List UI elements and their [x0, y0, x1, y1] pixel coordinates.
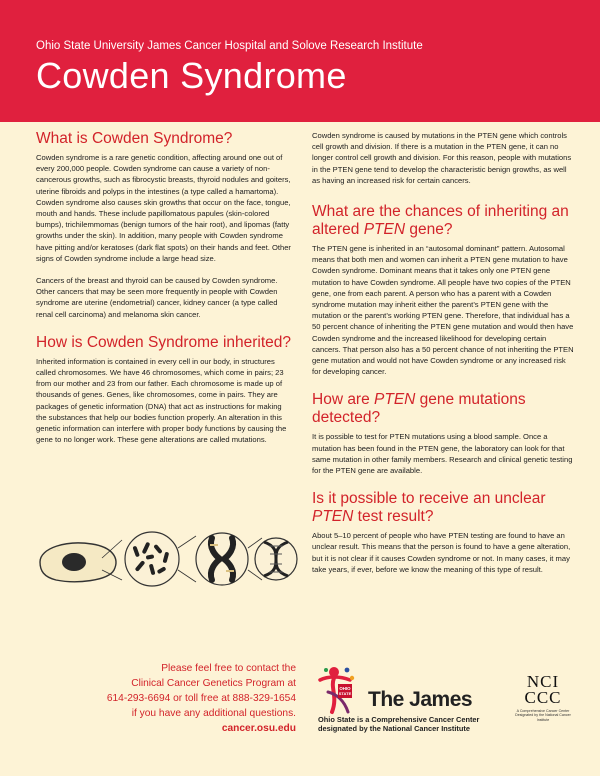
nci-mark: NCI: [526, 672, 560, 691]
right-column: [312, 130, 574, 575]
chromosome-icon: [196, 533, 248, 585]
dna-helix-icon: [255, 538, 297, 580]
heading-what-is: What is Cowden Syndrome?: [36, 130, 233, 147]
cause-paragraph: Cowden syndrome is caused by mutations in the PTEN gene which controls cell growth and division. If there is a mutation in the PTEN gene, it can no longer control cell growth and division. For this reason, people with mutations in the PTEN gene tend to develop the characteristic benign growths, as well as having an increased risk for certain cancers.: [312, 131, 572, 185]
nci-caption: A Comprehensive Cancer Center Designated by the National Cancer Institute: [515, 709, 571, 722]
page-title: Cowden Syndrome: [36, 55, 347, 96]
nucleus-icon: [125, 532, 179, 586]
svg-text:STATE: STATE: [338, 691, 352, 696]
heading-unclear: Is it possible to receive an unclear PTEN test result?: [312, 490, 546, 526]
heading-inherited: How is Cowden Syndrome inherited?: [36, 333, 292, 351]
contact-phone: 614-293-6694 or toll free at 888-329-1654: [106, 693, 296, 704]
osu-logo-text: OHIO: [339, 686, 351, 691]
inherited-paragraph: Inherited information is contained in every cell in our body, in structures called chromosomes. We have 46 chromosomes, which come in pairs; 23 from our mother and 23 from our father. Each chromosome is made up of thousands of genes. Genes, like chromosomes, come in pairs. They are packages of genetic information (DNA) that act as instructions for making the substances that help our bodies function properly. An alteration in this genetic information can interfere with proper body functions by causing the gene to no longer work. These gene alterations are called mutations.: [36, 356, 287, 445]
website-link[interactable]: cancer.osu.edu: [221, 723, 296, 734]
heading-chances: What are the chances of inheriting an altered PTEN gene?: [312, 203, 569, 239]
contact-block: [80, 661, 296, 736]
institution-name: Ohio State University James Cancer Hospital and Solove Research Institute: [36, 40, 423, 52]
contact-line-1: Please feel free to contact the: [161, 663, 296, 674]
what-is-paragraph-1: Cowden syndrome is a rare genetic condition, affecting around one out of every 200,000 people. Cowden syndrome can cause a variety of non-cancerous growths, such as fibrocystic breasts, thyroid nodules and goiters, uterine fibroids and polyps in the intestines (a type called a hamartoma). Cowden syndrome also causes skin growths that occur on the face, tongue, mouth and hands. These include papillomatous papules (skin-colored bumps), trichilemmomas (benign tumors of the hair root), and lipomas (fatty growths under the skin). In addition, many people with Cowden syndrome have pitting and/or keratoses (dark flat spots) on their hands and feet. Other signs of Cowden syndrome include a large head size.: [36, 153, 291, 263]
james-logo: [314, 664, 494, 744]
detected-paragraph: It is possible to test for PTEN mutations using a blood sample. Once a mutation has been found in the PTEN gene, the laboratory can look for that same mutation in other family members. Research and clinical genetic testing for the PTEN gene are available.: [312, 432, 573, 476]
what-is-paragraph-2: Cancers of the breast and thyroid can be caused by Cowden syndrome. Other cancers that may be seen more frequently in people with Cowden syndrome are uterine (endometrial) cancer, kidney cancer (a type called renal cell carcinoma) and melanoma skin cancer.: [36, 276, 278, 319]
james-wordmark: The James: [368, 688, 473, 711]
nci-ccc-logo: [510, 674, 576, 754]
contact-line-2: Clinical Cancer Genetics Program at: [131, 678, 296, 689]
cell-icon: [40, 543, 116, 582]
heading-detected: How are PTEN gene mutations detected?: [312, 391, 526, 427]
left-column: [36, 130, 294, 445]
chances-paragraph: The PTEN gene is inherited in an “autosomal dominant” pattern. Autosomal means that both men and women can inherit a PTEN gene mutation to have Cowden syndrome. Dominant means that it takes only one PTEN gene mutation to have Cowden syndrome. All people have two copies of the PTEN gene, one from each parent. A person who has a parent with a Cowden syndrome mutation may inherit either the parent’s PTEN gene with the mutation or the parent’s working PTEN gene. Therefore, that individual has a 50 percent chance of inheriting the PTEN gene mutation and would then have Cowden syndrome and the increased likelihood for developing certain cancers. That person also has a 50 percent chance of not inheriting the PTEN gene mutation and would not have Cowden syndrome or any increased risk for developing cancer.: [312, 244, 574, 377]
unclear-paragraph: About 5–10 percent of people who have PTEN testing are found to have an unclear result. This means that the person is found to have a gene alteration, but it is not clear if it causes Cowden syndrome or not. In many cases, it may take years, if ever, before we know the meaning of this type of result.: [312, 531, 571, 574]
james-tagline: Ohio State is a Comprehensive Cancer Center designated by the National Cancer Institute: [318, 715, 480, 733]
cell-to-dna-illustration: [36, 526, 298, 588]
header-banner: [0, 0, 600, 122]
contact-line-4: if you have any additional questions.: [131, 708, 296, 719]
james-figure-icon: [314, 666, 374, 716]
ccc-mark: CCC: [524, 688, 562, 707]
